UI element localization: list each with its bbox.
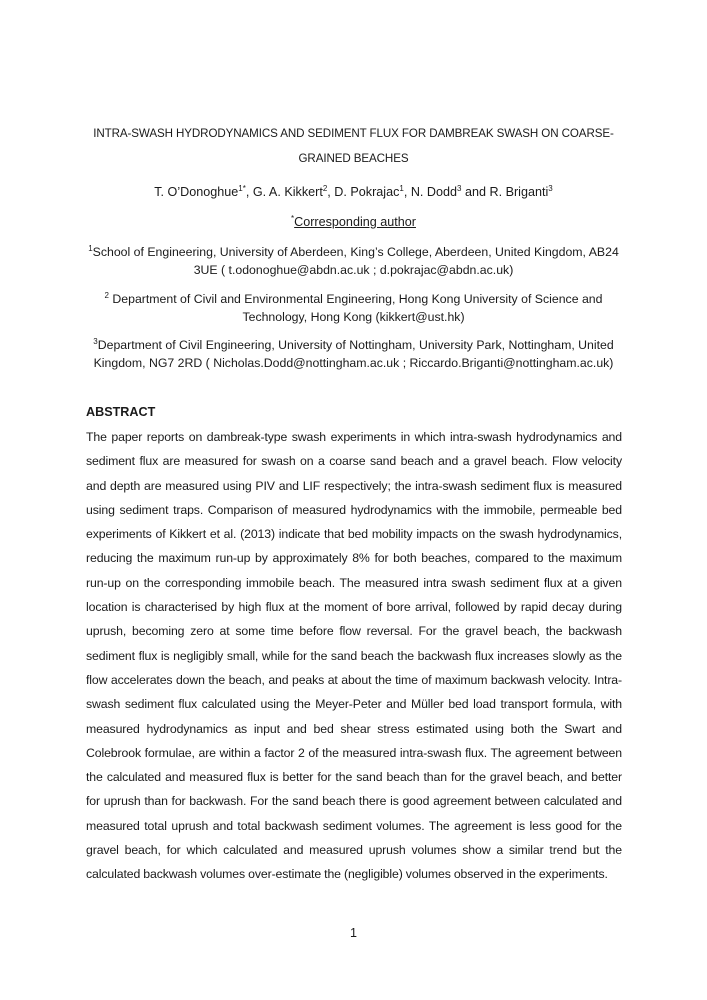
author-list: T. O’Donoghue$^{1*}$, G. A. Kikkert$^2$, D. Pokrajac$^1$, N. Dodd$^3$ and R. Briganti$^3$ xyxy=(154,184,553,199)
affiliation-2: $^2$ Department of Civil and Environmental Engineering, Hong Kong University of Science and Technology, Hong Kong (kikkert@ust.hk) xyxy=(104,291,603,324)
abstract-body: The paper reports on dambreak-type swash experiments in which intra-swash hydrodynamics and sediment flux are measured for swash on a coarse sand beach and a gravel beach. Flow velocity and depth are measured using PIV and LIF respectively; the intra-swash sediment flux is measured using sediment traps. Comparison of measured hydrodynamics with the immobile, permeable bed experiments of Kikkert et al. (2013) indicate that bed mobility impacts on the swash hydrodynamics, reducing the maximum run-up by approximately 8% for both beaches, compared to the maximum run-up on the corresponding immobile beach. The measured intra swash sediment flux at a given location is characterised by high flux at the moment of bore arrival, followed by rapid decay during uprush, becoming zero at some time before flow reversal. For the gravel beach, the backwash sediment flux is negligibly small, while for the sand beach the backwash flux increases slowly as the flow accelerates down the beach, and peaks at about the time of maximum backwash velocity. Intra-swash sediment flux calculated using the Meyer-Peter and Müller bed load transport formula, with measured hydrodynamics as input and bed shear stress estimated using both the Swart and Colebrook formulae, are within a factor 2 of the measured intra-swash flux. The agreement between the calculated and measured flux is better for the sand beach than for the gravel beach, and better for uprush than for backwash. For the sand beach there is good agreement between calculated and measured total uprush and total backwash sediment volumes. The agreement is less good for the gravel beach, for which calculated and measured uprush volumes show a similar trend but the calculated backwash volumes over-estimate the (negligible) volumes observed in the experiments. xyxy=(86,430,622,882)
author: T. O’Donoghue$^{1*}$ xyxy=(154,184,246,199)
author: D. Pokrajac$^1$ xyxy=(334,184,404,199)
corresponding-author-note: *Corresponding author xyxy=(291,214,416,229)
page-number: 1 xyxy=(349,926,357,940)
abstract-heading: ABSTRACT xyxy=(86,405,156,419)
affiliation-3: $^3$Department of Civil Engineering, University of Nottingham, University Park, Nottingham, United Kingdom, NG7 2RD ( Nicholas.Dodd@nottingham.ac.uk ; Riccardo.Briganti@nottingham.ac.uk) xyxy=(93,337,614,370)
author: N. Dodd$^3$ xyxy=(410,184,462,199)
author: R. Briganti$^3$ xyxy=(489,184,553,199)
affiliation-1: $^1$School of Engineering, University of Aberdeen, King’s College, Aberdeen, United Kingdom, AB24 3UE ( t.odonoghue@abdn.ac.uk ; d.pokrajac@abdn.ac.uk) xyxy=(88,244,619,277)
author: G. A. Kikkert$^2$ xyxy=(252,184,328,199)
paper-title: INTRA-SWASH HYDRODYNAMICS AND SEDIMENT FLUX FOR DAMBREAK SWASH ON COARSE-GRAINED BEACHES xyxy=(93,127,614,165)
